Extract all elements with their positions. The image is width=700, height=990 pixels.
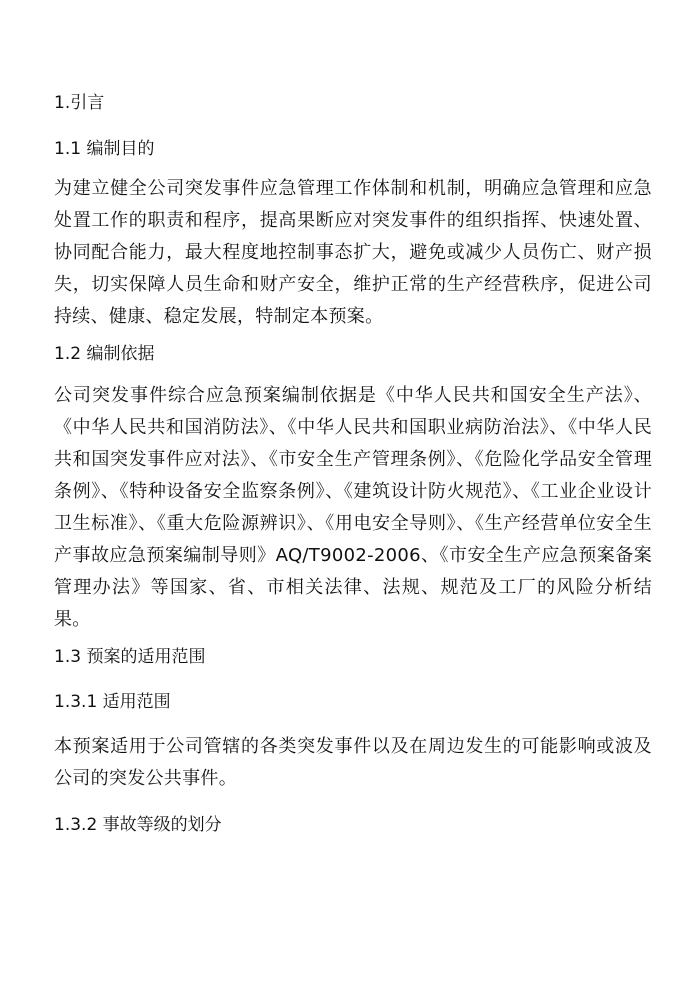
section-heading-accident-levels: 1.3.2 事故等级的划分 xyxy=(54,815,222,835)
section-heading-introduction: 1.引言 xyxy=(54,93,105,113)
section-heading-scope: 1.3 预案的适用范围 xyxy=(54,647,206,667)
section-heading-applicable-scope: 1.3.1 适用范围 xyxy=(54,692,171,712)
section-heading-purpose: 1.1 编制目的 xyxy=(54,139,155,159)
paragraph-basis: 公司突发事件综合应急预案编制依据是《中华人民共和国安全生产法》、《中华人民共和国消防法》、《中华人民共和国职业病防治法》、《中华人民共和国突发事件应对法》、《市安全生产管理条例》、《危险化学品安全管理条例》、《特种设备安全监察条例》、《建筑设计防火规范》、《工业企业设计卫生标准》、《重大危险源辨识》、《用电安全导则》、《生产经营单位安全生产事故应急预案编制导则》AQ/T9002-2006、《市安全生产应急预案备案管理办法》等国家、省、市相关法律、法规、规范及工厂的风险分析结果。 xyxy=(54,385,652,630)
paragraph-purpose: 为建立健全公司突发事件应急管理工作体制和机制，明确应急管理和应急处置工作的职责和程序，提高果断应对突发事件的组织指挥、快速处置、协同配合能力，最大程度地控制事态扩大，避免或减少人员伤亡、财产损失，切实保障人员生命和财产安全，维护正常的生产经营秩序，促进公司持续、健康、稳定发展，特制定本预案。 xyxy=(54,178,652,327)
paragraph-scope: 本预案适用于公司管辖的各类突发事件以及在周边发生的可能影响或波及公司的突发公共事件。 xyxy=(54,736,652,789)
section-heading-basis: 1.2 编制依据 xyxy=(54,344,155,364)
